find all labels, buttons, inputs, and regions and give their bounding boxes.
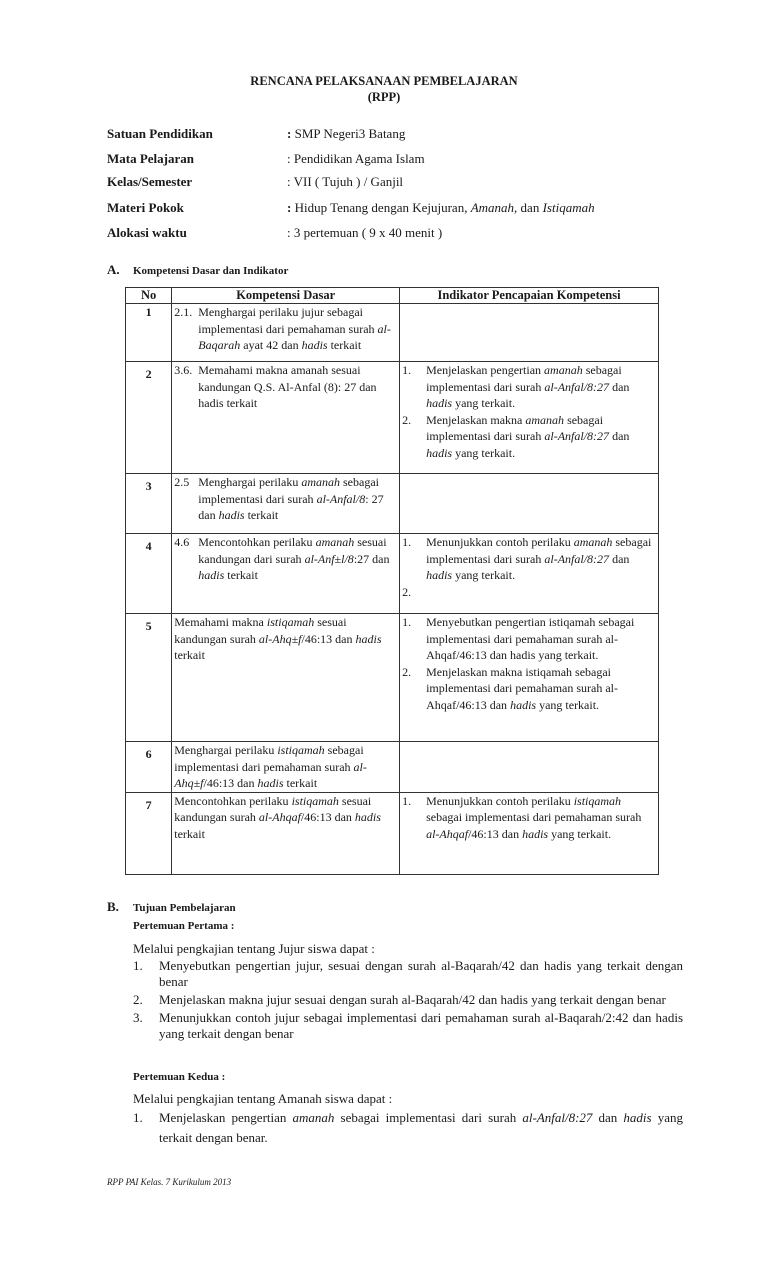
document-subtitle: (RPP) <box>367 90 401 104</box>
list-item: 3. Menunjukkan contoh jujur sebagai implementasi dari pemahaman surah al-Baqarah/2:42 dan hadis yang terkait dengan benar <box>133 1010 683 1041</box>
row-indicator <box>400 304 659 362</box>
identity-label: Mata Pelajaran <box>107 151 195 166</box>
table-row <box>126 474 659 534</box>
meeting-1-intro: Melalui pengkajian tentang Jujur siswa dapat : <box>133 941 375 956</box>
row-kd: Memahami makna istiqamah sesuai kandungan surah al-Ahq±f/46:13 dan hadis terkait <box>172 614 400 742</box>
list-item: 1. Menunjukkan contoh perilaku amanah sebagai implementasi dari surah al-Anfal/8:27 dan hadis yang terkait. <box>402 535 652 582</box>
row-no: 4 <box>126 534 172 614</box>
header-indicator: Indikator Pencapaian Kompetensi <box>400 288 659 304</box>
row-indicator <box>400 362 659 474</box>
row-kd: 2.1. Menghargai perilaku jujur sebagai implementasi dari pemahaman surah al- Baqarah ayat 42 dan hadis terkait <box>172 304 400 362</box>
row-kd: 4.6 Mencontohkan perilaku amanah sesuai kandungan dari surah al-Anf±l/8:27 dan hadis terkait <box>172 534 400 614</box>
list-item: 2. Menjelaskan makna jujur sesuai dengan surah al-Baqarah/42 dan hadis yang terkait dengan benar <box>133 992 666 1007</box>
header-no: No <box>126 288 172 304</box>
meeting-1-title: Pertemuan Pertama : <box>133 920 235 932</box>
identity-label: Alokasi waktu <box>107 225 187 240</box>
table-row <box>126 534 659 614</box>
meeting-2-objectives <box>133 1108 683 1150</box>
list-item: 2. Menjelaskan makna amanah sebagai implementasi dari surah al-Anfal/8:27 dan hadis yang terkait. <box>402 412 630 460</box>
row-no: 7 <box>126 792 172 874</box>
document-title: RENCANA PELAKSANAAN PEMBELAJARAN <box>250 74 518 88</box>
list-item: 2. Menjelaskan makna istiqamah sebagai implementasi dari pemahaman surah al-Ahqaf/46:13 dan hadis yang terkait. <box>402 664 619 712</box>
list-item: 2. <box>402 584 412 599</box>
row-kd: Menghargai perilaku istiqamah sebagai implementasi dari pemahaman surah al-Ahq±f/46:13 dan hadis terkait <box>172 742 400 793</box>
identity-value: : VII ( Tujuh ) / Ganjil <box>287 174 404 189</box>
meeting-2-title: Pertemuan Kedua : <box>133 1071 226 1083</box>
row-no: 2 <box>126 362 172 474</box>
table-row <box>126 742 659 793</box>
row-no: 5 <box>126 614 172 742</box>
row-indicator <box>400 614 659 742</box>
list-item: 1. Menjelaskan pengertian amanah sebagai implementasi dari surah al-Anfal/8:27 dan hadis yang terkait dengan benar. <box>133 1110 683 1145</box>
identity-label: Materi Pokok <box>107 200 184 215</box>
table-row <box>126 304 659 362</box>
row-indicator <box>400 792 659 874</box>
row-kd: 2.5 Menghargai perilaku amanah sebagai implementasi dari surah al-Anfal/8: 27 dan hadis terkait <box>172 474 400 534</box>
list-item: 1. Menunjukkan contoh perilaku istiqamah sebagai implementasi dari pemahaman surah al-Ahqaf/46:13 dan hadis yang terkait. <box>402 793 642 841</box>
list-item: 1. Menyebutkan pengertian istiqamah sebagai implementasi dari pemahaman surah al- Ahqaf/46:13 dan hadis yang terkait. <box>402 615 635 662</box>
list-item: 1. Menyebutkan pengertian jujur, sesuai dengan surah al-Baqarah/42 dan hadis yang terkait dengan benar <box>133 958 683 989</box>
row-no: 6 <box>126 742 172 793</box>
meeting-1-objectives <box>133 958 683 1044</box>
section-b-heading: B. Tujuan Pembelajaran <box>107 899 236 914</box>
table-row <box>126 614 659 742</box>
row-kd: Mencontohkan perilaku istiqamah sesuai kandungan surah al-Ahqaf/46:13 dan hadis terkait <box>172 792 400 874</box>
meeting-2-intro: Melalui pengkajian tentang Amanah siswa dapat : <box>133 1091 393 1106</box>
table-header-row <box>126 288 659 304</box>
row-no: 1 <box>126 304 172 362</box>
header-kd: Kompetensi Dasar <box>172 288 400 304</box>
identity-value: : 3 pertemuan ( 9 x 40 menit ) <box>287 225 443 240</box>
table-row <box>126 362 659 474</box>
row-indicator <box>400 742 659 793</box>
page-footer: RPP PAI Kelas. 7 Kurikulum 2013 <box>107 1177 232 1187</box>
identity-value: : SMP Negeri3 Batang <box>287 126 406 141</box>
section-a-heading: A. Kompetensi Dasar dan Indikator <box>107 262 289 277</box>
row-indicator <box>400 534 659 614</box>
list-item: 1. Menjelaskan pengertian amanah sebagai implementasi dari surah al-Anfal/8:27 dan hadis yang terkait. <box>402 363 630 410</box>
identity-label: Satuan Pendidikan <box>107 126 213 141</box>
identity-label: Kelas/Semester <box>107 174 193 189</box>
row-indicator <box>400 474 659 534</box>
row-no: 3 <box>126 474 172 534</box>
competency-table <box>125 287 659 875</box>
identity-value: : Pendidikan Agama Islam <box>287 151 425 166</box>
table-row <box>126 792 659 874</box>
identity-value: : Hidup Tenang dengan Kejujuran, Amanah, dan Istiqamah <box>287 200 595 215</box>
row-kd: 3.6. Memahami makna amanah sesuai kandungan Q.S. Al-Anfal (8): 27 dan hadis terkait <box>172 362 400 474</box>
